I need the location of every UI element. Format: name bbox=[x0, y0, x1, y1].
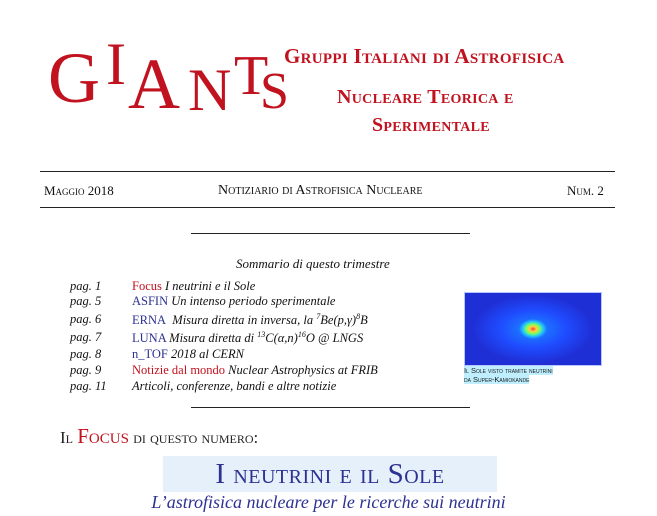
giants-logo bbox=[48, 24, 288, 134]
image-caption: Il Sole visto tramite neutrini da Super-Kamiokande bbox=[464, 366, 553, 384]
summary-title: Sommario di questo trimestre bbox=[236, 256, 390, 271]
sun-neutrino-image bbox=[464, 292, 602, 366]
logo-letter-s: S bbox=[260, 63, 289, 120]
issue-date: Maggio 2018 bbox=[44, 183, 114, 198]
logo-letter-t: T bbox=[234, 45, 269, 107]
logo-letter-n: N bbox=[188, 57, 232, 123]
header-line-2: Nucleare Teorica e bbox=[337, 86, 514, 108]
header-line-1: Gruppi Italiani di Astrofisica bbox=[284, 44, 565, 68]
header-line-3: Sperimentale bbox=[372, 114, 490, 136]
article-title: I neutrini e il Sole bbox=[215, 458, 445, 490]
top-rule bbox=[40, 171, 615, 172]
newsletter-title: Notiziario di Astrofisica Nucleare bbox=[218, 183, 423, 198]
logo-letter-g: G bbox=[48, 38, 100, 118]
bottom-rule bbox=[40, 207, 615, 208]
summary-top-rule bbox=[191, 233, 470, 234]
toc-list: pag. 1 Focus I neutrini e il Sole pag. 5 ASFIN Un intenso periodo sperimentale pag. 6 ERNA Misura diretta in inversa, la $^7Be(p,\gamma)^8B$ pag. 7 LUNA Misura diretta di $^{13}C(\alpha,n)^{16}O$ @ LNGS pag. 8 n_TOF 2018 al CERN pag. 9 Notizie dal mondo Nuclear Astrophysics at FRIB pag. 11 Articoli, conferenze, bandi e altre notizie bbox=[70, 279, 378, 393]
summary-bottom-rule bbox=[191, 407, 470, 408]
issue-number: Num. 2 bbox=[567, 183, 604, 198]
logo-letter-a: A bbox=[128, 44, 180, 124]
article-subtitle: L’astrofisica nucleare per le ricerche sui neutrini bbox=[151, 492, 506, 512]
logo-letter-i: I bbox=[106, 31, 126, 97]
focus-heading: Il Focus di questo numero: bbox=[60, 424, 259, 448]
